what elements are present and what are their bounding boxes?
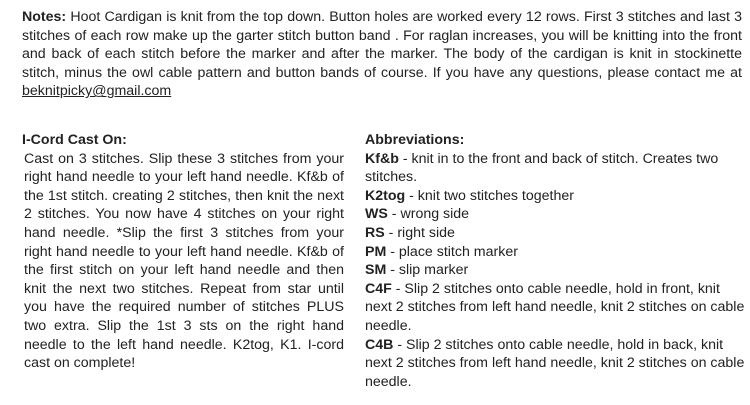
abbreviation-term: SM <box>365 262 387 279</box>
abbreviation-term: WS <box>365 206 388 223</box>
abbreviation-item <box>365 187 745 206</box>
email-link[interactable]: beknitpicky@gmail.com <box>22 83 172 100</box>
icord-instructions: Cast on 3 stitches. Slip these 3 stitches from your right hand needle to your left hand needle. Kf&b of the 1st stitch. creating 2 stitches, then knit the next 2 stitches. You now have 4 stitches on your right hand needle. *Slip the first 3 stitches from your right hand needle to your left hand needle. Kf&b of the first stitch on your left hand needle and then knit the next two stitches. Repeat from star until you have the required number of stitches PLUS two extra. Slip the 1st 3 sts on the right hand needle to the left hand needle. K2tog, K1. I-cord cast on complete! <box>24 150 344 372</box>
notes-paragraph <box>22 8 742 101</box>
abbreviation-term: C4F <box>365 280 392 297</box>
icord-heading: I-Cord Cast On: <box>22 132 127 148</box>
abbreviation-definition: - wrong side <box>387 206 470 223</box>
abbreviation-item <box>365 224 745 243</box>
abbreviations-section <box>365 131 745 391</box>
abbreviation-item <box>365 150 745 187</box>
notes-label: Notes: <box>22 9 67 25</box>
abbreviation-item <box>365 280 745 336</box>
abbreviation-definition: - right side <box>384 224 455 241</box>
abbreviation-definition: - Slip 2 stitches onto cable needle, hold in front, knit next 2 stitches from left hand needle, knit 2 stitches on cable needle. <box>365 280 745 334</box>
abbreviation-term: C4B <box>365 336 394 353</box>
abbreviation-item <box>365 205 745 224</box>
abbreviation-definition: - slip marker <box>386 262 469 279</box>
abbreviation-item <box>365 261 745 280</box>
abbreviation-definition: - knit two stitches together <box>405 187 574 204</box>
abbreviation-item <box>365 243 745 262</box>
abbreviations-heading: Abbreviations: <box>365 132 465 148</box>
abbreviation-term: PM <box>365 243 387 260</box>
abbreviation-term: Kf&b <box>365 150 399 167</box>
icord-section <box>22 131 344 373</box>
abbreviation-item <box>365 336 745 392</box>
abbreviation-definition: - place stitch marker <box>386 243 518 260</box>
abbreviation-term: K2tog <box>365 187 406 204</box>
abbreviation-definition: - Slip 2 stitches onto cable needle, hold in back, knit next 2 stitches from left hand needle, knit 2 stitches on cable needle. <box>365 336 745 390</box>
notes-text: Hoot Cardigan is knit from the top down. Button holes are worked every 12 rows. First 3 stitches and last 3 stitches of each row make up the garter stitch button band . For raglan increases, you will be knitting into the front and back of each stitch before the marker and after the marker. The body of the cardigan is knit in stockinette stitch, minus the owl cable pattern and button bands of course. If you have any questions, please contact me at <box>22 9 742 81</box>
abbreviation-term: RS <box>365 224 385 241</box>
abbreviation-definition: - knit in to the front and back of stitch. Creates two stitches. <box>365 150 719 186</box>
